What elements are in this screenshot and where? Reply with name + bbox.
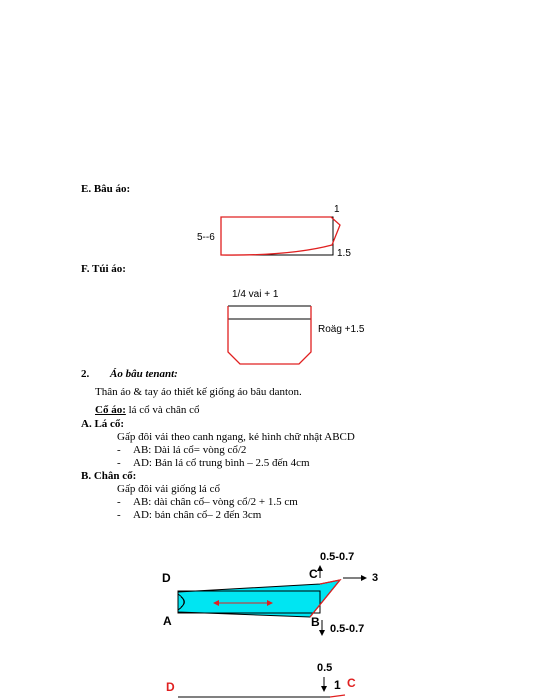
- collar-label-top: 0.5-0.7: [320, 551, 355, 563]
- collar-label-a: A: [163, 614, 172, 628]
- section-f-heading: F. Túi áo:: [81, 263, 126, 275]
- collar-label-3: 3: [372, 572, 379, 584]
- section-a-bullet1: AB: Dài lá cổ= vòng cổ/2: [133, 444, 247, 456]
- collar-rest: lá cổ và chân cổ: [125, 404, 200, 416]
- stand-label-top: 0.5: [317, 662, 333, 674]
- collar-e-label-bottom: 1.5: [337, 248, 351, 259]
- section-a-bullet2: AD: Bản lá cổ trung bình – 2.5 đến 4cm: [133, 457, 310, 469]
- collar-label-d: D: [162, 571, 171, 585]
- stand-red-edge: [330, 695, 345, 697]
- section-a-line1: Gấp đôi vải theo canh ngang, kẻ hình chữ nhật ABCD: [117, 431, 355, 443]
- section-b-line1: Gấp đôi vải giống lá cổ: [117, 483, 220, 495]
- section-b-bullet2: AD: bản chân cổ– 2 đến 3cm: [133, 509, 262, 521]
- item2-title: Áo bâu tenant:: [110, 368, 178, 380]
- collar-label: Cổ áo:: [95, 404, 126, 416]
- stand-label-c: C: [347, 676, 356, 690]
- section-b-heading: B. Chân cổ:: [81, 470, 137, 482]
- section-a-bullet1-dash: -: [117, 444, 121, 456]
- collar-label-c: C: [309, 567, 318, 581]
- collar-e-label-left: 5--6: [197, 232, 215, 243]
- pocket-label-right: Roäg +1.5: [318, 324, 365, 335]
- section-b-bullet2-dash: -: [117, 509, 121, 521]
- pocket-label-top: 1/4 vai + 1: [232, 289, 279, 300]
- section-b-bullet1: AB: dài chân cổ– vòng cổ/2 + 1.5 cm: [133, 496, 298, 508]
- collar-label-b: B: [311, 615, 320, 629]
- collar-label-bottom: 0.5-0.7: [330, 623, 365, 635]
- section-e-heading: E. Bâu áo:: [81, 183, 131, 195]
- collar-e-label-top: 1: [334, 204, 340, 215]
- body-line: Thân áo & tay áo thiết kế giống áo bâu danton.: [95, 386, 302, 398]
- section-a-bullet2-dash: -: [117, 457, 121, 469]
- item2-number: 2.: [81, 368, 90, 380]
- section-a-heading: A. Lá cổ:: [81, 418, 125, 430]
- stand-label-d: D: [166, 680, 175, 694]
- stand-label-1: 1: [334, 678, 341, 692]
- section-b-bullet1-dash: -: [117, 496, 121, 508]
